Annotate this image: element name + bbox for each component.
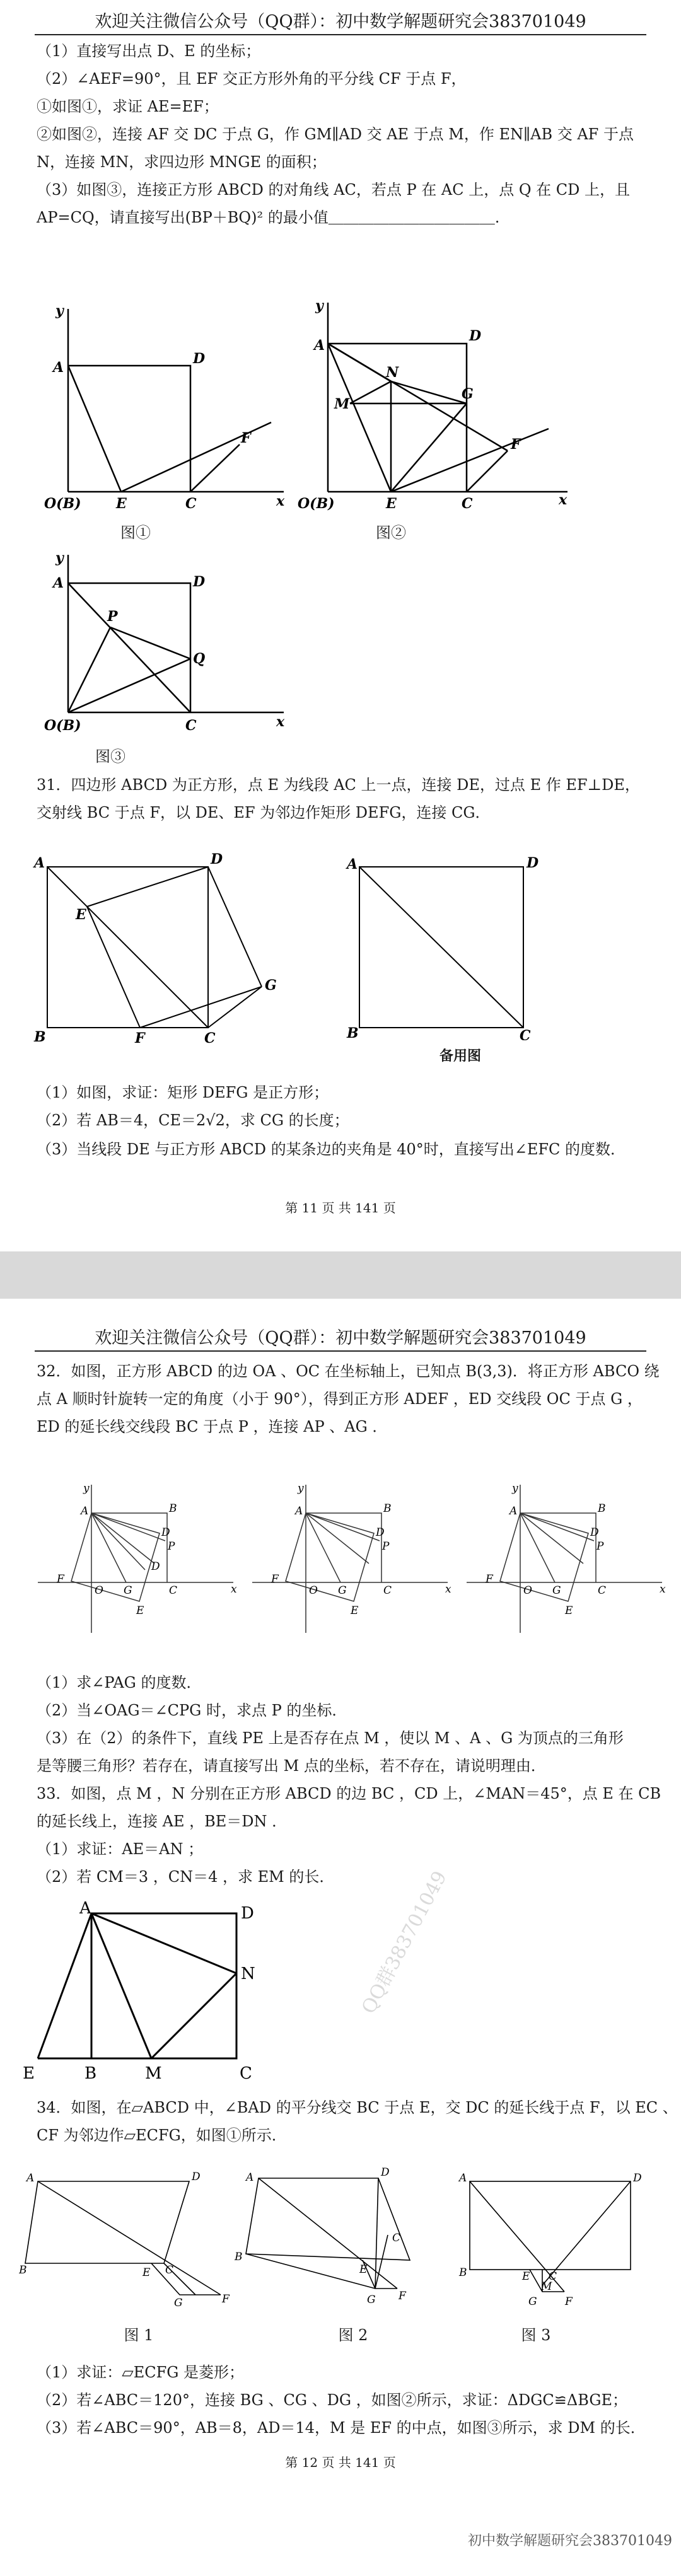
svg-text:P: P bbox=[597, 1540, 604, 1553]
svg-text:x: x bbox=[276, 714, 285, 730]
svg-text:O(B): O(B) bbox=[298, 496, 335, 511]
svg-text:F: F bbox=[486, 1573, 493, 1586]
svg-text:E: E bbox=[23, 2064, 35, 2083]
page-separator bbox=[0, 1251, 681, 1299]
q31-spare-figure bbox=[340, 851, 593, 1040]
q31-part: （1）如图，求证：矩形 DEFG 是正方形； bbox=[37, 1084, 329, 1101]
svg-text:G: G bbox=[367, 2294, 376, 2306]
spare-figure-caption: 备用图 bbox=[439, 1048, 481, 1064]
svg-text:C: C bbox=[240, 2064, 252, 2083]
q34-figure-1-caption: 图 1 bbox=[124, 2326, 154, 2344]
q32-part: （2）当∠OAG＝∠CPG 时，求点 P 的坐标． bbox=[37, 1702, 347, 1719]
svg-text:D: D bbox=[590, 1526, 599, 1539]
svg-text:E: E bbox=[359, 2263, 368, 2276]
svg-text:D: D bbox=[376, 1526, 385, 1539]
q32-line: 点 A 顺时针旋转一定的角度（小于 90°），得到正方形 ADEF ，ED 交线段 OC 于点 G ， bbox=[37, 1390, 643, 1408]
svg-text:D: D bbox=[151, 1560, 160, 1573]
q33-line: （1）求证：AE＝AN ； bbox=[37, 1840, 204, 1858]
svg-text:C: C bbox=[165, 2264, 174, 2277]
svg-text:Q: Q bbox=[193, 651, 206, 667]
q34-part: （1）求证：▱ECFG 是菱形； bbox=[37, 2364, 245, 2381]
svg-text:O: O bbox=[309, 1584, 318, 1597]
svg-text:y: y bbox=[55, 550, 64, 566]
q32-figure-2 bbox=[240, 1482, 454, 1645]
q31-line: 31．四边形 ABCD 为正方形，点 E 为线段 AC 上一点，连接 DE，过点 E 作 EF⊥DE， bbox=[37, 776, 640, 794]
svg-text:C: C bbox=[383, 1584, 392, 1597]
svg-text:y: y bbox=[512, 1482, 518, 1495]
svg-text:A: A bbox=[295, 1505, 303, 1517]
svg-text:A: A bbox=[314, 337, 325, 354]
header-rule bbox=[35, 34, 646, 35]
svg-text:E: E bbox=[143, 2266, 151, 2279]
page-12 bbox=[0, 1299, 681, 2576]
svg-text:F: F bbox=[241, 430, 251, 446]
svg-text:P: P bbox=[168, 1540, 175, 1553]
svg-text:B: B bbox=[235, 2251, 243, 2263]
svg-text:M: M bbox=[145, 2064, 162, 2083]
svg-text:D: D bbox=[381, 2166, 390, 2179]
text-line: ①如图①，求证 AE=EF； bbox=[37, 98, 219, 115]
svg-text:G: G bbox=[338, 1584, 347, 1597]
q33-line: 的延长线上，连接 AE ，BE＝DN ． bbox=[37, 1813, 288, 1830]
svg-text:M: M bbox=[334, 396, 350, 412]
figure-1-caption: 图① bbox=[120, 524, 151, 542]
svg-text:x: x bbox=[559, 492, 568, 508]
svg-text:x: x bbox=[660, 1583, 666, 1596]
svg-text:D: D bbox=[193, 574, 206, 590]
svg-text:G: G bbox=[124, 1584, 132, 1597]
q34-line: CF 为邻边作▱ECFG，如图①所示． bbox=[37, 2126, 287, 2144]
q31-part: （2）若 AB＝4，CE＝2√2，求 CG 的长度； bbox=[37, 1111, 349, 1129]
svg-text:A: A bbox=[246, 2171, 254, 2184]
svg-text:E: E bbox=[351, 1604, 359, 1617]
svg-text:N: N bbox=[241, 1964, 255, 1983]
q32-line: 32．如图，正方形 ABCD 的边 OA 、OC 在坐标轴上，已知点 B(3,3)．将正方形 ABCO 绕 bbox=[37, 1362, 660, 1380]
svg-text:A: A bbox=[26, 2172, 35, 2184]
svg-text:B: B bbox=[598, 1502, 606, 1515]
q31-line: 交射线 BC 于点 F，以 DE、EF 为邻边作矩形 DEFG，连接 CG． bbox=[37, 804, 491, 821]
svg-text:G: G bbox=[552, 1584, 561, 1597]
svg-text:F: F bbox=[57, 1573, 64, 1586]
svg-text:O: O bbox=[95, 1584, 103, 1597]
svg-text:C: C bbox=[185, 717, 197, 734]
text-line: （1）直接写出点 D、E 的坐标； bbox=[37, 42, 261, 60]
svg-text:F: F bbox=[135, 1030, 145, 1047]
q34-line: 34．如图，在▱ABCD 中，∠BAD 的平分线交 BC 于点 E，交 DC 的延长线于点 F，以 EC 、 bbox=[37, 2099, 678, 2116]
svg-text:x: x bbox=[445, 1583, 451, 1596]
q32-figure-1 bbox=[25, 1482, 240, 1645]
page-11 bbox=[0, 0, 681, 1251]
q34-figure-1 bbox=[19, 2162, 233, 2314]
figure-3 bbox=[44, 548, 296, 738]
svg-text:N: N bbox=[386, 364, 399, 381]
svg-text:E: E bbox=[136, 1604, 144, 1617]
q32-part: （3）在（2）的条件下，直线 PE 上是否存在点 M ，使以 M 、A 、G 为顶点的三角形 bbox=[37, 1729, 624, 1747]
svg-text:B: B bbox=[347, 1025, 359, 1040]
page-footer: 第 12 页 共 141 页 bbox=[285, 2455, 396, 2470]
svg-text:y: y bbox=[315, 298, 323, 314]
svg-text:D: D bbox=[161, 1526, 170, 1539]
svg-text:F: F bbox=[565, 2295, 573, 2308]
svg-text:O(B): O(B) bbox=[44, 717, 81, 734]
svg-text:C: C bbox=[169, 1584, 178, 1597]
svg-text:E: E bbox=[522, 2270, 530, 2283]
svg-text:F: F bbox=[511, 436, 521, 453]
svg-text:B: B bbox=[459, 2266, 467, 2279]
q34-part: （3）若∠ABC＝90°，AB＝8，AD＝14，M 是 EF 的中点，如图③所示，求 DM 的长． bbox=[37, 2419, 646, 2437]
diagonal-watermark: QQ群383701049 bbox=[358, 1867, 451, 2018]
corner-watermark: 初中数学解题研究会383701049 bbox=[464, 2529, 676, 2551]
svg-text:E: E bbox=[76, 907, 86, 923]
svg-text:F: F bbox=[222, 2293, 230, 2306]
svg-text:y: y bbox=[298, 1482, 304, 1495]
svg-text:x: x bbox=[276, 493, 285, 509]
svg-text:E: E bbox=[565, 1604, 573, 1617]
text-line: AP=CQ，请直接写出(BP＋BQ)² 的最小值＿＿＿＿＿＿＿＿＿＿＿. bbox=[37, 209, 500, 226]
svg-text:P: P bbox=[107, 608, 118, 625]
q33-line: （2）若 CM＝3 ，CN＝4 ，求 EM 的长． bbox=[37, 1868, 335, 1886]
svg-text:x: x bbox=[231, 1583, 237, 1596]
header-rule bbox=[35, 1350, 646, 1352]
svg-text:C: C bbox=[204, 1030, 216, 1047]
svg-text:D: D bbox=[193, 351, 206, 367]
figure-1 bbox=[44, 303, 296, 511]
svg-text:D: D bbox=[241, 1904, 254, 1923]
svg-text:F: F bbox=[399, 2290, 406, 2302]
svg-text:C: C bbox=[462, 496, 473, 511]
page-header: 欢迎关注微信公众号（QQ群）：初中数学解题研究会383701049 bbox=[95, 1328, 586, 1348]
svg-text:A: A bbox=[347, 856, 358, 873]
svg-text:D: D bbox=[192, 2171, 201, 2183]
svg-text:B: B bbox=[84, 2064, 97, 2083]
svg-text:C: C bbox=[598, 1584, 607, 1597]
q33-figure bbox=[19, 1901, 271, 2090]
svg-text:G: G bbox=[528, 2295, 537, 2308]
svg-text:E: E bbox=[386, 496, 397, 511]
figure-3-caption: 图③ bbox=[95, 748, 125, 765]
q34-figure-3 bbox=[454, 2156, 662, 2314]
q32-line: ED 的延长线交线段 BC 于点 P ，连接 AP 、AG ． bbox=[37, 1418, 388, 1436]
svg-text:O: O bbox=[523, 1584, 532, 1597]
svg-text:A: A bbox=[53, 359, 64, 376]
svg-text:F: F bbox=[271, 1573, 279, 1586]
svg-text:C: C bbox=[392, 2232, 401, 2244]
svg-text:M: M bbox=[541, 2280, 552, 2293]
figure-2 bbox=[296, 296, 574, 511]
svg-text:A: A bbox=[459, 2172, 467, 2184]
q34-part: （2）若∠ABC＝120°，连接 BG 、CG 、DG ，如图②所示，求证：ΔDGC≌ΔBGE； bbox=[37, 2391, 628, 2409]
q34-figure-2 bbox=[233, 2153, 448, 2311]
svg-text:B: B bbox=[383, 1502, 392, 1515]
q34-figure-3-caption: 图 3 bbox=[521, 2326, 551, 2344]
q32-part: 是等腰三角形？若存在，请直接写出 M 点的坐标，若不存在，请说明理由． bbox=[37, 1757, 546, 1775]
q32-figure-3 bbox=[454, 1482, 668, 1645]
svg-text:B: B bbox=[19, 2264, 27, 2277]
svg-text:D: D bbox=[469, 328, 482, 344]
svg-text:A: A bbox=[53, 575, 64, 591]
svg-text:B: B bbox=[34, 1029, 46, 1045]
svg-text:D: D bbox=[211, 851, 223, 867]
figure-2-caption: 图② bbox=[376, 524, 406, 542]
page-footer: 第 11 页 共 141 页 bbox=[285, 1200, 396, 1215]
q32-part: （1）求∠PAG 的度数． bbox=[37, 1674, 202, 1691]
text-line: N，连接 MN，求四边形 MNGE 的面积； bbox=[37, 153, 327, 171]
svg-text:B: B bbox=[169, 1502, 177, 1515]
svg-text:G: G bbox=[265, 977, 277, 994]
svg-text:A: A bbox=[509, 1505, 518, 1517]
page-header: 欢迎关注微信公众号（QQ群）：初中数学解题研究会383701049 bbox=[95, 12, 586, 32]
q33-line: 33．如图，点 M ，N 分别在正方形 ABCD 的边 BC ，CD 上，∠MAN＝45°，点 E 在 CB bbox=[37, 1785, 661, 1802]
svg-text:y: y bbox=[55, 303, 64, 319]
svg-text:D: D bbox=[633, 2172, 642, 2184]
q31-figure bbox=[25, 845, 290, 1047]
q34-figure-2-caption: 图 2 bbox=[338, 2326, 368, 2344]
text-line: （3）如图③，连接正方形 ABCD 的对角线 AC，若点 P 在 AC 上，点 Q 在 CD 上，且 bbox=[37, 181, 631, 199]
svg-text:C: C bbox=[185, 496, 197, 511]
svg-text:y: y bbox=[83, 1482, 90, 1495]
svg-text:A: A bbox=[81, 1505, 89, 1517]
svg-text:D: D bbox=[527, 855, 539, 871]
text-line: ②如图②，连接 AF 交 DC 于点 G，作 GM∥AD 交 AE 于点 M，作 EN∥AB 交 AF 于点 bbox=[37, 125, 634, 143]
q31-part: （3）当线段 DE 与正方形 ABCD 的某条边的夹角是 40°时，直接写出∠EFC 的度数． bbox=[37, 1140, 626, 1158]
svg-text:E: E bbox=[116, 496, 127, 511]
svg-text:O(B): O(B) bbox=[44, 496, 81, 511]
svg-text:C: C bbox=[549, 2270, 557, 2283]
svg-text:C: C bbox=[520, 1028, 531, 1040]
svg-text:G: G bbox=[174, 2297, 183, 2309]
svg-text:P: P bbox=[382, 1540, 390, 1553]
svg-text:G: G bbox=[462, 386, 474, 402]
text-line: （2）∠AEF=90°，且 EF 交正方形外角的平分线 CF 于点 F， bbox=[37, 70, 467, 88]
svg-text:A: A bbox=[79, 1901, 91, 1918]
svg-text:A: A bbox=[34, 855, 45, 871]
